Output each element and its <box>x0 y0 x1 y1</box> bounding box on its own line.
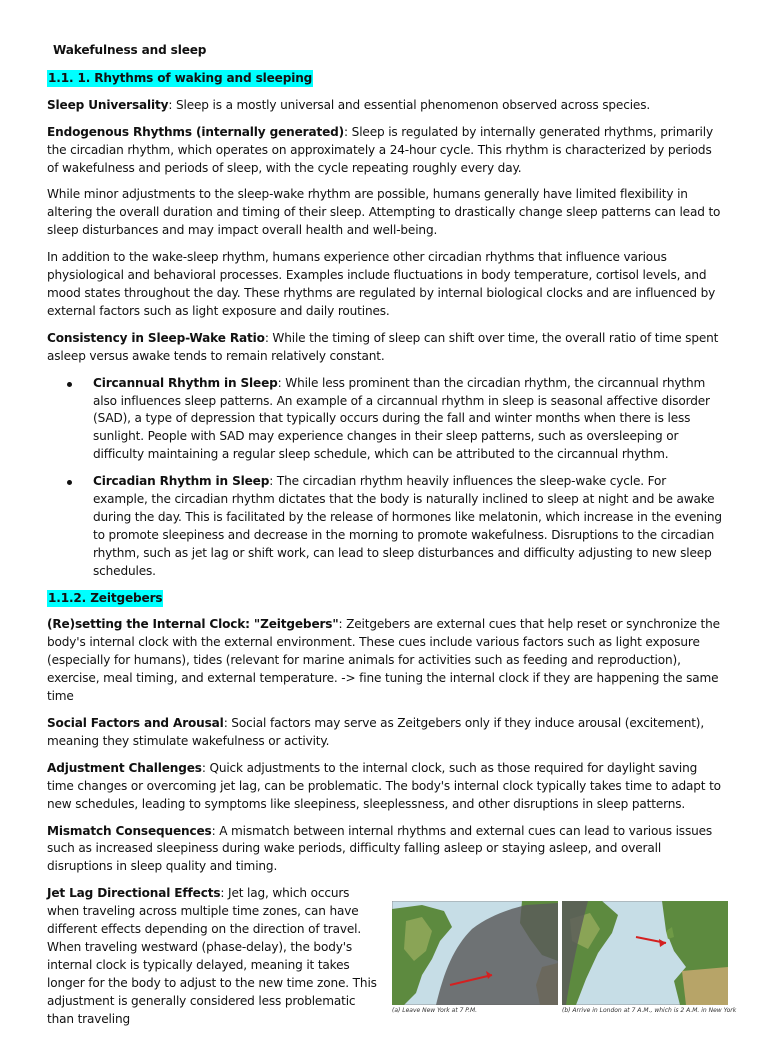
list-item <box>47 473 723 580</box>
list-item <box>47 375 723 465</box>
paragraph-sleep-universality <box>47 97 723 115</box>
figure-panel-a <box>392 901 558 1013</box>
paragraph-social-factors <box>47 715 723 751</box>
paragraph-text: : Zeitgebers are external cues that help reset or synchronize the body's internal clock with the external environment. These cues include various factors such as light exposure (especially for humans), tides (relevant for marine animals for activities such as feeding and reproduction), exercise, meal timing, and external temperature. -> fine tuning the internal clock if they are happening the same time <box>47 617 720 704</box>
section-heading-zeitgebers <box>47 590 723 608</box>
jet-lag-figure <box>392 901 737 1015</box>
term: Endogenous Rhythms (internally generated) <box>47 124 345 139</box>
jet-lag-section <box>47 885 737 1028</box>
list-item-text: : While less prominent than the circadian rhythm, the circannual rhythm also influences sleep patterns. An example of a circannual rhythm in sleep is seasonal affective disorder (SAD), a type of depression that typically occurs during the fall and winter months when there is less sunlight. People with SAD may experience changes in their sleep patterns, such as oversleeping or difficulty maintaining a regular sleep schedule, which can be attributed to the circannual rhythm. <box>93 375 710 462</box>
map-london-icon <box>562 901 728 1005</box>
paragraph-sleep-wake-ratio <box>47 330 723 366</box>
document-body <box>47 42 737 1038</box>
bullet-icon <box>67 382 72 387</box>
term: (Re)setting the Internal Clock: "Zeitgebers" <box>47 617 339 632</box>
paragraph-text: : Jet lag, which occurs when traveling across multiple time zones, can have different effects depending on the direction of travel. When traveling westward (phase-delay), the body's internal clock is typically delayed, meaning it takes longer for the body to adjust to the new time zone. This adjustment is generally considered less problematic than traveling <box>47 886 377 1026</box>
term: Adjustment Challenges <box>47 760 202 775</box>
paragraph-text: : While the timing of sleep can shift over time, the overall ratio of time spent asleep versus awake tends to remain relatively constant. <box>47 330 719 363</box>
term: Sleep Universality <box>47 97 169 112</box>
paragraph-minor-adjustments: While minor adjustments to the sleep-wake rhythm are possible, humans generally have limited flexibility in altering the overall duration and timing of their sleep. Attempting to drastically change sleep patterns can lead to sleep disturbances and may impact overall health and well-being. <box>47 187 721 238</box>
jet-lag-text-column <box>47 885 377 1028</box>
document-title: Wakefulness and sleep <box>53 43 207 57</box>
map-new-york-icon <box>392 901 558 1005</box>
highlighted-heading: 1.1.2. Zeitgebers <box>48 590 163 605</box>
paragraph-text: : Sleep is a mostly universal and essential phenomenon observed across species. <box>168 97 651 112</box>
term: Social Factors and Arousal <box>47 716 224 730</box>
paragraph-text: : Quick adjustments to the internal clock, such as those required for daylight saving time changes or overcoming jet lag, can be problematic. The body's internal clock typically takes time to adapt to new schedules, leading to symptoms like sleepiness, sleeplessness, and other disruptions in sleep patterns. <box>47 760 721 811</box>
paragraph-text: : Social factors may serve as Zeitgebers only if they induce arousal (excitement), meaning they stimulate wakefulness or activity. <box>47 716 705 748</box>
term: Circadian Rhythm in Sleep <box>93 474 270 489</box>
bullet-list <box>47 375 723 581</box>
paragraph-endogenous-rhythms <box>47 124 723 178</box>
paragraph-zeitgebers <box>47 616 723 706</box>
paragraph-text: : Sleep is regulated by internally generated rhythms, primarily the circadian rhythm, which operates on approximately a 24-hour cycle. This rhythm is characterized by periods of wakefulness and periods of sleep, with the cycle repeating roughly every day. <box>47 124 713 175</box>
figure-panel-b <box>562 901 737 1015</box>
term: Circannual Rhythm in Sleep <box>93 375 278 390</box>
bullet-icon <box>67 480 72 485</box>
section-heading-rhythms <box>47 70 723 88</box>
paragraph-other-rhythms: In addition to the wake-sleep rhythm, humans experience other circadian rhythms that influence various physiological and behavioral processes. Examples include fluctuations in body temperature, cortisol levels, and mood states throughout the day. These rhythms are regulated by internal biological clocks and are influenced by external factors such as light exposure and daily routines. <box>47 250 716 318</box>
paragraph-jet-lag <box>47 885 377 1028</box>
term: Consistency in Sleep-Wake Ratio <box>47 330 265 345</box>
term: Mismatch Consequences <box>47 823 212 838</box>
figure-caption-a: (a) Leave New York at 7 P.M. <box>392 1007 478 1015</box>
figure-caption-b: (b) Arrive in London at 7 A.M., which is 2 A.M. in New York <box>562 1007 737 1015</box>
term: Jet Lag Directional Effects <box>47 886 221 901</box>
list-item-text: : The circadian rhythm heavily influences the sleep-wake cycle. For example, the circadian rhythm dictates that the body is naturally inclined to sleep at night and be awake during the day. This is facilitated by the release of hormones like melatonin, which increase in the evening to promote sleepiness and decrease in the morning to promote wakefulness. Disruptions to the circadian rhythm, such as jet lag or shift work, can lead to sleep disturbances and difficulty adjusting to new sleep schedules. <box>93 474 722 578</box>
highlighted-heading: 1.1. 1. Rhythms of waking and sleeping <box>48 70 313 85</box>
paragraph-text: : A mismatch between internal rhythms and external cues can lead to various issues such as increased sleepiness during wake periods, difficulty falling asleep or staying asleep, and overall disruptions in sleep quality and timing. <box>47 823 713 874</box>
paragraph-mismatch-consequences <box>47 823 723 877</box>
paragraph-adjustment-challenges <box>47 760 723 814</box>
